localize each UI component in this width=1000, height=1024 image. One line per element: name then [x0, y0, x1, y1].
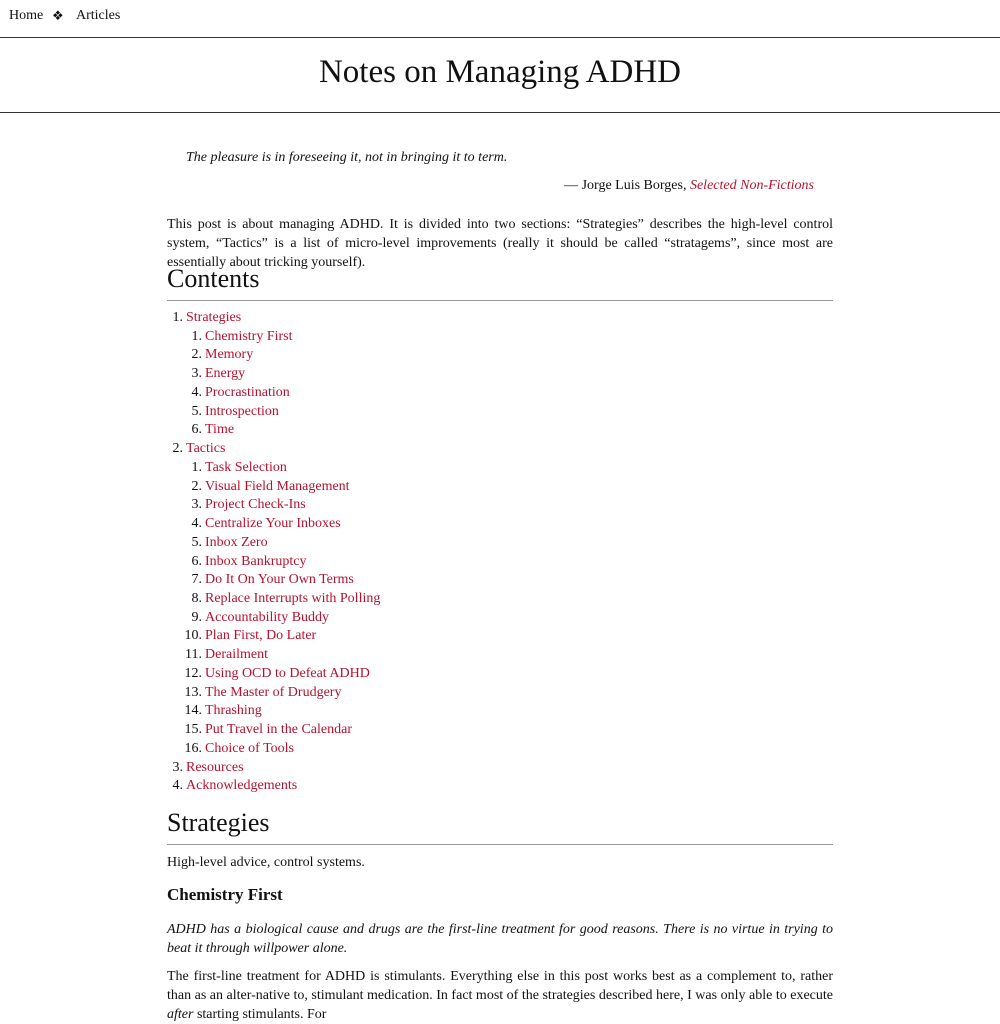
- toc-subitem: [167, 346, 380, 365]
- toc-subitem-number: 7.: [191, 572, 202, 588]
- toc-subitem-number: 8.: [191, 591, 202, 607]
- toc-subitem-number: 15.: [184, 722, 202, 738]
- toc-item-number: 2.: [172, 441, 183, 457]
- toc-item-number: 1.: [172, 310, 183, 325]
- nav-home-link[interactable]: Home: [9, 8, 44, 23]
- toc-subitem: [167, 646, 380, 665]
- toc-sublink[interactable]: The Master of Drudgery: [205, 684, 342, 700]
- toc-subitem-number: 2.: [191, 478, 202, 494]
- strategies-heading: Strategies: [167, 808, 833, 845]
- toc-item: [167, 440, 380, 459]
- toc-subitem-number: 13.: [184, 684, 202, 700]
- toc-subitem-number: 16.: [184, 740, 202, 756]
- epigraph-quote: The pleasure is in foreseeing it, not in bringing it to term.: [186, 150, 508, 165]
- toc-sublink[interactable]: Plan First, Do Later: [205, 628, 317, 644]
- toc-sublink[interactable]: Task Selection: [205, 459, 287, 475]
- toc-subitem: [167, 421, 380, 440]
- top-nav: [0, 0, 1000, 38]
- toc-sublink[interactable]: Time: [205, 422, 235, 438]
- toc-subitem-number: 3.: [191, 497, 202, 513]
- toc-sublink[interactable]: Using OCD to Defeat ADHD: [205, 665, 370, 681]
- toc-link[interactable]: Tactics: [186, 441, 226, 457]
- chemistry-body-part1: The first-line treatment for ADHD is stimulants. Everything else in this post works best as a complement to, rather than as an alter-native to, stimulant medication. In fact most of the strategies described here, I was only able to execute: [167, 969, 833, 1003]
- toc-subitem-number: 5.: [191, 534, 202, 550]
- toc-subitem: [167, 515, 380, 534]
- toc-sublink[interactable]: Replace Interrupts with Polling: [205, 591, 381, 607]
- toc-subitem: [167, 571, 380, 590]
- toc-subitem-number: 6.: [191, 422, 202, 438]
- toc-subitem-number: 11.: [185, 647, 202, 663]
- toc-sublink[interactable]: Inbox Zero: [205, 534, 268, 550]
- toc-subitem: [167, 459, 380, 478]
- chemistry-body: [167, 967, 833, 1024]
- epigraph-author: — Jorge Luis Borges,: [564, 178, 690, 193]
- toc-link[interactable]: Strategies: [186, 310, 242, 325]
- toc-sublink[interactable]: Put Travel in the Calendar: [205, 722, 352, 738]
- toc-subitem-number: 4.: [191, 384, 202, 400]
- toc-subitem: [167, 740, 380, 759]
- chemistry-first-heading: Chemistry First: [167, 885, 283, 904]
- toc-subitem: [167, 534, 380, 553]
- toc-item-number: 4.: [172, 778, 183, 794]
- toc-subitem: [167, 702, 380, 721]
- toc-sublink[interactable]: Memory: [205, 347, 254, 363]
- toc-subitem-number: 1.: [191, 328, 202, 344]
- toc-sublink[interactable]: Thrashing: [205, 703, 262, 719]
- toc-subitem: [167, 590, 380, 609]
- toc-sublink[interactable]: Procrastination: [205, 384, 290, 400]
- epigraph-source-link[interactable]: Selected Non-Fictions: [689, 178, 814, 193]
- chemistry-body-part2: starting stimulants. For: [193, 1007, 327, 1022]
- page-title: Notes on Managing ADHD: [318, 54, 682, 90]
- epigraph-attribution: [420, 177, 814, 195]
- nav-articles-link[interactable]: Articles: [76, 8, 121, 23]
- toc-subitem-number: 5.: [191, 403, 202, 419]
- toc-sublink[interactable]: Accountability Buddy: [205, 609, 330, 625]
- toc-subitem: [167, 365, 380, 384]
- toc-subitem: [167, 721, 380, 740]
- toc-link[interactable]: Resources: [186, 759, 244, 775]
- toc-subitem-number: 4.: [191, 516, 202, 532]
- toc-subitem-number: 1.: [191, 459, 202, 475]
- chemistry-body-emphasis: after: [167, 1007, 194, 1022]
- toc-subitem-number: 2.: [191, 347, 202, 363]
- nav-separator-icon: ❖: [52, 8, 64, 23]
- toc-subitem: [167, 684, 380, 703]
- toc-sublink[interactable]: Chemistry First: [205, 328, 293, 344]
- toc-subitem-number: 6.: [191, 553, 202, 569]
- toc-subitem-number: 14.: [184, 703, 202, 719]
- toc-subitem: [167, 665, 380, 684]
- toc-sublink[interactable]: Visual Field Management: [205, 478, 350, 494]
- toc-subitem-number: 9.: [191, 609, 202, 625]
- toc-item: [167, 309, 380, 328]
- toc-subitem: [167, 627, 380, 646]
- toc-subitem-number: 12.: [184, 665, 202, 681]
- toc-sublink[interactable]: Choice of Tools: [205, 740, 294, 756]
- contents-heading: Contents: [167, 264, 833, 301]
- toc-link[interactable]: Acknowledgements: [186, 778, 298, 794]
- toc-sublink[interactable]: Derailment: [205, 647, 268, 663]
- toc-sublink[interactable]: Energy: [205, 366, 246, 382]
- toc-subitem-number: 10.: [184, 628, 202, 644]
- toc-subitem: [167, 609, 380, 628]
- toc-subitem: [167, 384, 380, 403]
- toc-subitem: [167, 553, 380, 572]
- toc-sublink[interactable]: Inbox Bankruptcy: [205, 553, 307, 569]
- toc-item-number: 3.: [172, 759, 183, 775]
- toc-subitem: [167, 478, 380, 497]
- toc-subitem-number: 3.: [191, 366, 202, 382]
- toc-sublink[interactable]: Project Check-Ins: [205, 497, 306, 513]
- strategies-lead: High-level advice, control systems.: [167, 855, 365, 870]
- table-of-contents: [167, 309, 380, 796]
- toc-subitem: [167, 496, 380, 515]
- toc-item: [167, 777, 380, 796]
- toc-sublink[interactable]: Do It On Your Own Terms: [205, 572, 354, 588]
- toc-item: [167, 759, 380, 778]
- toc-sublink[interactable]: Centralize Your Inboxes: [205, 516, 341, 532]
- toc-sublink[interactable]: Introspection: [205, 403, 279, 419]
- toc-subitem: [167, 403, 380, 422]
- intro-paragraph: This post is about managing ADHD. It is divided into two sections: “Strategies” describes the high-level control system, “Tactics” is a list of micro-level improvements (really it should be called “stratagems”, since most are essentially about tricking yourself).: [167, 217, 833, 270]
- toc-subitem: [167, 328, 380, 347]
- title-band: [0, 38, 1000, 113]
- chemistry-summary: ADHD has a biological cause and drugs are the first-line treatment for good reasons. There is no virtue in trying to beat it through willpower alone.: [167, 922, 833, 956]
